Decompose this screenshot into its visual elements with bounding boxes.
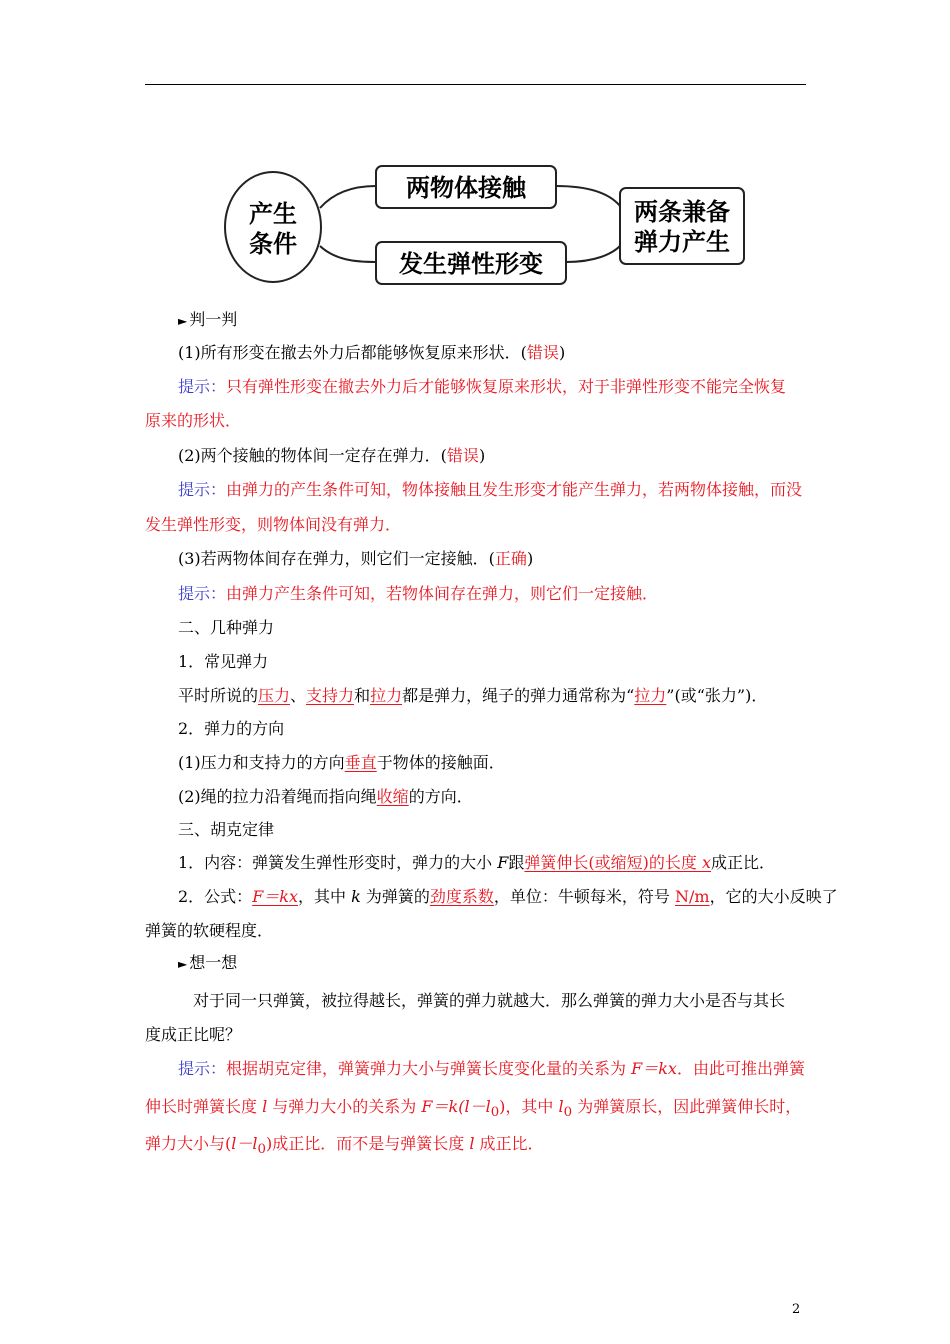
think-hint-line-3: 弹力大小与$(l-l_0)$成正比．而不是与弹簧长度 l 成正比．	[145, 1134, 544, 1158]
think-title: 想一想	[189, 953, 238, 972]
connector-top-left	[320, 186, 376, 208]
section-2-title: 二、几种弹力	[178, 618, 275, 637]
section-2-subtitle-1: 1．常见弹力	[178, 652, 269, 671]
blank-tension-2: 拉力	[634, 686, 667, 705]
blank-pressure: 压力	[258, 686, 291, 705]
connector-top-right	[556, 186, 620, 206]
hint-1-line-1: 提示：只有弹性形变在撤去外力后才能够恢复原来形状，对于非弹性形变不能完全恢复	[178, 377, 787, 396]
hint-3: 提示：由弹力产生条件可知，若物体间存在弹力，则它们一定接触．	[178, 584, 659, 603]
common-elastic-forces: 平时所说的压力、支持力和拉力都是弹力，绳子的弹力通常称为“拉力”(或“张力”)．	[178, 686, 768, 705]
triangle-marker-icon: ►	[178, 314, 188, 328]
hint-label: 提示：	[178, 480, 227, 499]
result-box-text-line2: 弹力产生	[634, 228, 730, 256]
blank-support-force: 支持力	[306, 686, 355, 705]
blank-formula: F＝kx	[252, 887, 299, 906]
think-question-line-2: 度成正比呢？	[145, 1025, 242, 1044]
hooke-content: 1．内容：弹簧发生弹性形变时，弹力的大小 F跟弹簧伸长(或缩短)的长度 x成正比．	[178, 853, 776, 872]
blank-unit: N/m	[675, 887, 710, 906]
elastic-force-condition-diagram	[220, 156, 750, 292]
judge-title: 判一判	[189, 310, 238, 329]
blank-tension: 拉力	[370, 686, 403, 705]
section-3-title: 三、胡克定律	[178, 820, 275, 839]
answer-3: 正确	[494, 549, 527, 568]
ellipse-text-line2: 条件	[249, 230, 297, 258]
blank-extension-length: 弹簧伸长(或缩短)的长度 x	[524, 853, 712, 872]
connector-bottom-left	[320, 246, 376, 262]
page-number: 2	[792, 1302, 801, 1317]
blank-perpendicular: 垂直	[344, 753, 377, 772]
hooke-formula: 2．公式：F＝kx，其中 k 为弹簧的劲度系数，单位：牛顿每米，符号 N/m，它的大小反映了	[178, 887, 838, 906]
hooke-formula-line-2: 弹簧的软硬程度．	[145, 921, 274, 940]
triangle-marker-icon: ►	[178, 957, 188, 971]
hint-1-line-2: 原来的形状．	[145, 411, 242, 430]
answer-1: 错误	[526, 343, 559, 362]
ellipse-text-line1: 产生	[249, 200, 297, 228]
blank-stiffness: 劲度系数	[429, 887, 494, 906]
direction-item-1: (1)压力和支持力的方向垂直于物体的接触面．	[178, 753, 505, 772]
judge-question-2: (2)两个接触的物体间一定存在弹力．(错误)	[178, 446, 486, 465]
contact-box-text: 两物体接触	[406, 174, 526, 202]
direction-item-2: (2)绳的拉力沿着绳而指向绳收缩的方向．	[178, 787, 473, 806]
think-hint-line-2: 伸长时弹簧长度 l 与弹力大小的关系为 $F=k(l-l_0)$，其中 $l_0$ 为弹簧原长，因此弹簧伸长时，	[145, 1097, 802, 1121]
think-question-line-1: 对于同一只弹簧，被拉得越长，弹簧的弹力就越大．那么弹簧的弹力大小是否与其长	[193, 991, 786, 1010]
connector-bottom-right	[566, 246, 620, 262]
hint-label: 提示：	[178, 377, 227, 396]
blank-contraction: 收缩	[376, 787, 409, 806]
judge-question-3: (3)若两物体间存在弹力，则它们一定接触．(正确)	[178, 549, 534, 568]
header-rule	[145, 84, 806, 85]
hint-2-line-2: 发生弹性形变，则物体间没有弹力．	[145, 515, 402, 534]
think-hint-line-1: 提示：根据胡克定律，弹簧弹力大小与弹簧长度变化量的关系为 F＝kx．由此可推出弹簧	[178, 1059, 805, 1078]
hint-2-line-1: 提示：由弹力的产生条件可知，物体接触且发生形变才能产生弹力，若两物体接触，而没	[178, 480, 803, 499]
answer-2: 错误	[446, 446, 479, 465]
section-2-subtitle-2: 2．弹力的方向	[178, 719, 285, 738]
hint-label: 提示：	[178, 584, 227, 603]
judge-heading	[178, 309, 843, 332]
result-box-text-line1: 两条兼备	[634, 198, 730, 226]
hint-label: 提示：	[178, 1059, 227, 1078]
think-heading	[178, 952, 843, 975]
judge-question-1: (1)所有形变在撤去外力后都能够恢复原来形状．(错误)	[178, 343, 566, 362]
deformation-box-text: 发生弹性形变	[399, 250, 543, 278]
